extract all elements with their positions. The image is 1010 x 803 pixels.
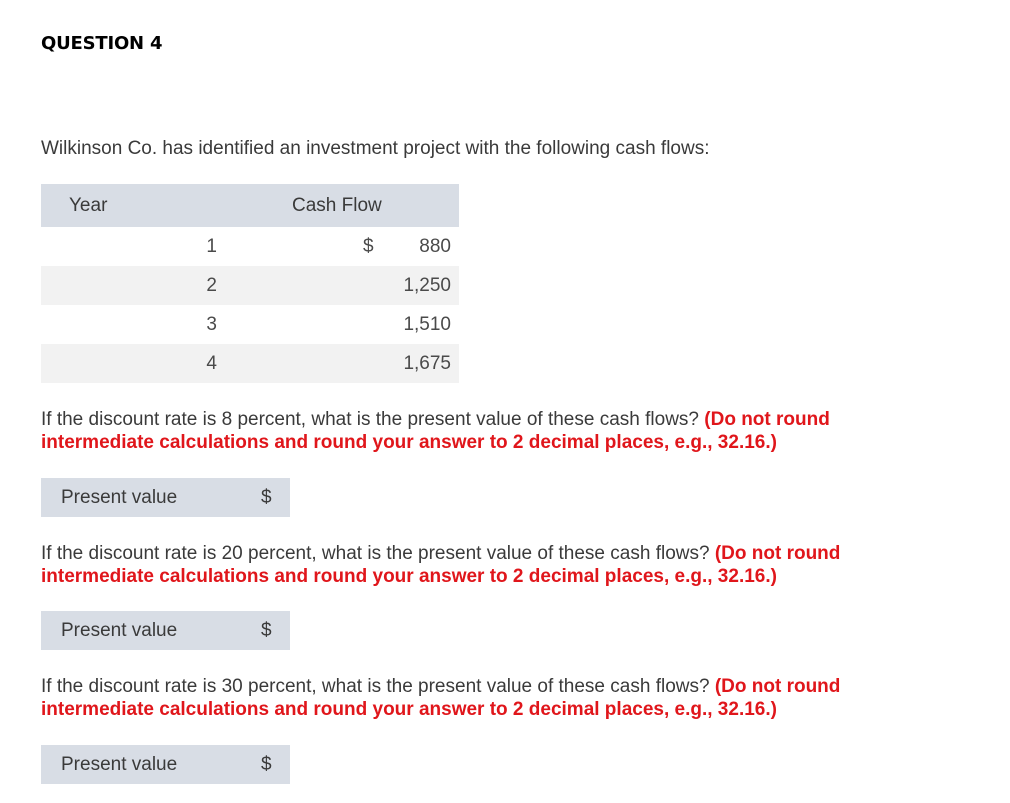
- currency-symbol: $: [261, 619, 272, 641]
- question-prompt: If the discount rate is 30 percent, what is the present value of these cash flows?: [41, 676, 710, 697]
- currency-symbol: $: [261, 753, 272, 775]
- present-value-input-3[interactable]: [277, 751, 287, 776]
- header-cash-flow: Cash Flow: [219, 184, 459, 227]
- cash-flow-table: [41, 184, 459, 383]
- table-header-row: [41, 184, 459, 227]
- question-part-1: [41, 408, 941, 454]
- question-part-3: [41, 675, 941, 721]
- year-cell: 1: [206, 235, 217, 257]
- present-value-input-2[interactable]: [277, 617, 287, 642]
- table-row: [41, 344, 459, 383]
- question-intro: Wilkinson Co. has identified an investment project with the following cash flows:: [41, 138, 710, 159]
- answer-label: Present value: [61, 619, 178, 641]
- year-cell: 3: [206, 313, 217, 335]
- table-row: [41, 305, 459, 344]
- amount-cell: 1,250: [403, 274, 451, 296]
- currency-symbol: $: [363, 235, 374, 257]
- rounding-note: (Do not round intermediate calculations and round your answer to 2 decimal places, e.g., 32.16.): [41, 676, 841, 720]
- question-part-2: [41, 542, 941, 588]
- amount-cell: 880: [419, 235, 451, 257]
- present-value-input-1[interactable]: [277, 484, 287, 509]
- rounding-note: (Do not round intermediate calculations and round your answer to 2 decimal places, e.g., 32.16.): [41, 543, 841, 587]
- question-prompt: If the discount rate is 8 percent, what is the present value of these cash flows?: [41, 409, 699, 430]
- year-cell: 2: [206, 274, 217, 296]
- answer-label: Present value: [61, 486, 178, 508]
- question-title: QUESTION 4: [41, 33, 163, 54]
- answer-label: Present value: [61, 753, 178, 775]
- question-prompt: If the discount rate is 20 percent, what is the present value of these cash flows?: [41, 543, 710, 564]
- amount-cell: 1,510: [403, 313, 451, 335]
- year-cell: 4: [206, 352, 217, 374]
- header-year: Year: [41, 184, 219, 227]
- currency-symbol: $: [261, 486, 272, 508]
- answer-row-1: [41, 478, 290, 517]
- table-row: [41, 227, 459, 266]
- rounding-note: (Do not round intermediate calculations and round your answer to 2 decimal places, e.g., 32.16.): [41, 409, 830, 453]
- table-row: [41, 266, 459, 305]
- answer-row-3: [41, 745, 290, 784]
- answer-row-2: [41, 611, 290, 650]
- amount-cell: 1,675: [403, 352, 451, 374]
